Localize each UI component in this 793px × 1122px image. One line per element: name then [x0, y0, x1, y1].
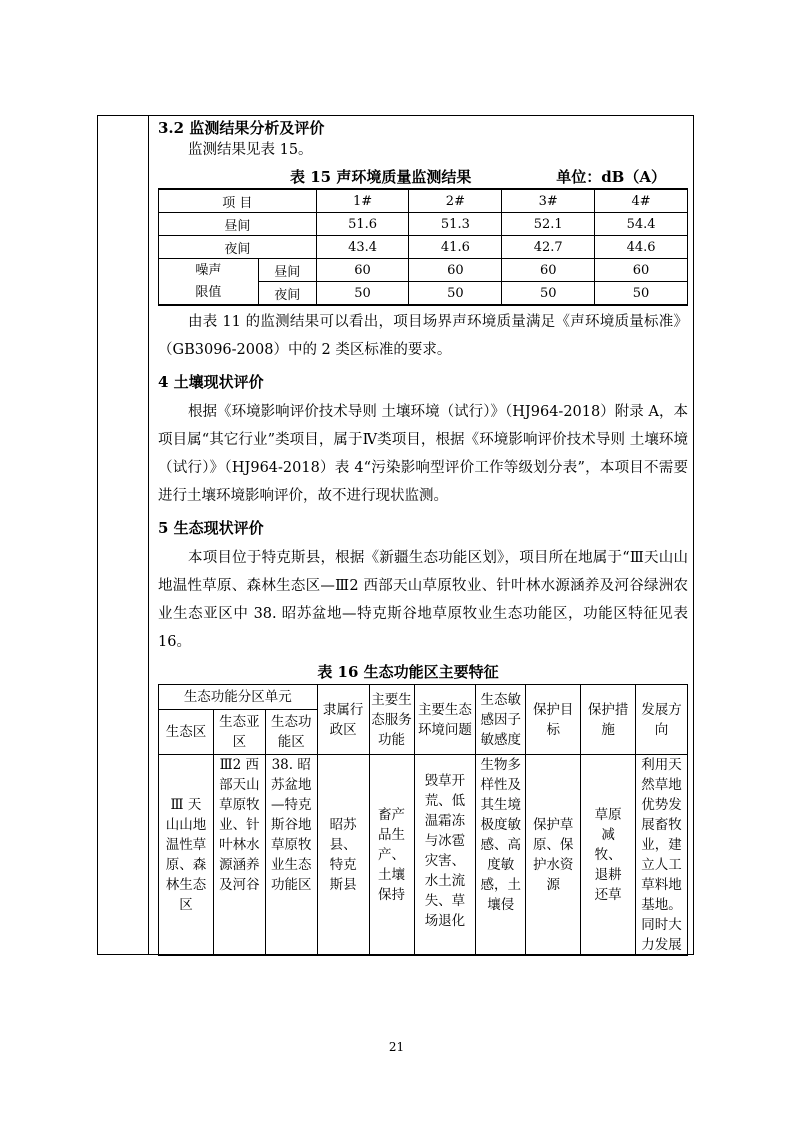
table-row [159, 755, 688, 956]
cell-admin: 昭苏县、特克斯县 [317, 755, 369, 956]
table-16 [158, 684, 688, 956]
limit-label-line-1: 噪声 [195, 262, 222, 278]
table-15-col-2: 2# [409, 189, 502, 213]
table-row [159, 213, 688, 236]
cell-direction: 利用天然草地优势发展畜牧业，建立人工草料地基地。同时大力发展 [636, 755, 688, 956]
table-cell: 50 [502, 282, 595, 306]
row-label: 夜间 [159, 236, 317, 259]
table-cell: 54.4 [595, 213, 688, 236]
section-4-heading: 4 土壤现状评价 [158, 373, 264, 391]
page-number: 21 [388, 1040, 405, 1054]
header-sensitive: 生态敏感因子敏感度 [476, 685, 526, 755]
cell-service: 畜产品生产、土壤保持 [369, 755, 414, 956]
table-row [159, 259, 688, 282]
result-paragraph: 由表 11 的监测结果可以看出，项目场界声环境质量满足《声环境质量标准》（GB3096-2008）中的 2 类区标准的要求。 [158, 314, 688, 358]
table-15-col-4: 4# [595, 189, 688, 213]
section-3-2-heading: 3.2 监测结果分析及评价 [158, 119, 325, 137]
table-15-unit: 单位：dB（A） [556, 168, 666, 186]
table-15-header-label: 项 目 [159, 189, 317, 213]
cell-target: 保护草原、保护水资源 [526, 755, 581, 956]
frame-divider [148, 116, 149, 954]
table-cell: 43.4 [316, 236, 409, 259]
group-header: 生态功能分区单元 [159, 685, 318, 710]
table-15-caption [158, 166, 688, 188]
table-15-header-row [159, 189, 688, 213]
row-label: 夜间 [258, 282, 316, 306]
header-measures: 保护措施 [581, 685, 636, 755]
header-problems: 主要生态环境问题 [414, 685, 476, 755]
section-5-body: 本项目位于特克斯县，根据《新疆生态功能区划》，项目所在地属于“Ⅲ天山山地温性草原、森林生态区—Ⅲ2 西部天山草原牧业、针叶林水源涵养及河谷绿洲农业生态亚区中 38. 昭苏盆地—特克斯谷地草原牧业生态功能区，功能区特征见表 16。 [158, 550, 688, 650]
table-cell: 41.6 [409, 236, 502, 259]
table-cell: 50 [316, 282, 409, 306]
row-label: 昼间 [159, 213, 317, 236]
table-15-col-3: 3# [502, 189, 595, 213]
table-cell: 50 [595, 282, 688, 306]
limit-label [159, 259, 259, 306]
table-cell: 60 [595, 259, 688, 282]
table-16-group-row [159, 685, 688, 710]
header-subzone: 生态亚区 [213, 710, 265, 755]
header-target: 保护目标 [526, 685, 581, 755]
cell-funczone: 38. 昭苏盆地—特克斯谷地草原牧业生态功能区 [265, 755, 317, 956]
section-5-heading: 5 生态现状评价 [158, 519, 264, 537]
table-cell: 60 [316, 259, 409, 282]
table-15 [158, 188, 688, 306]
header-service: 主要生态服务功能 [369, 685, 414, 755]
header-direction: 发展方向 [636, 685, 688, 755]
table-cell: 52.1 [502, 213, 595, 236]
table-row [159, 236, 688, 259]
table-cell: 42.7 [502, 236, 595, 259]
header-funczone: 生态功能区 [265, 710, 317, 755]
cell-zone: Ⅲ 天山山地温性草原、森林生态区 [159, 755, 214, 956]
table-15-col-1: 1# [316, 189, 409, 213]
content-area [158, 116, 688, 956]
header-zone: 生态区 [159, 710, 214, 755]
table-cell: 60 [502, 259, 595, 282]
header-admin: 隶属行政区 [317, 685, 369, 755]
section-4-body: 根据《环境影响评价技术导则 土壤环境（试行）》（HJ964-2018）附录 A，本项目属“其它行业”类项目，属于Ⅳ类项目，根据《环境影响评价技术导则 土壤环境（试行）》（HJ964-2018）表 4“污染影响型评价工作等级划分表”，本项目不需要进行土壤环境影响评价，故不进行现状监测。 [158, 404, 688, 504]
row-label: 昼间 [258, 259, 316, 282]
cell-sensitive: 生物多样性及其生境极度敏感、高度敏感，土壤侵 [476, 755, 526, 956]
table-cell: 44.6 [595, 236, 688, 259]
table-15-title: 表 15 声环境质量监测结果 [290, 168, 472, 186]
table-cell: 60 [409, 259, 502, 282]
cell-subzone: Ⅲ2 西部天山草原牧业、针叶林水源涵养及河谷 [213, 755, 265, 956]
cell-measures: 草原减牧、退耕还草 [581, 755, 636, 956]
table-cell: 50 [409, 282, 502, 306]
table-cell: 51.3 [409, 213, 502, 236]
cell-problems: 毁草开荒、低温霜冻与冰雹灾害、水土流失、草场退化 [414, 755, 476, 956]
section-3-2-intro: 监测结果见表 15。 [188, 142, 313, 158]
limit-label-line-2: 限值 [195, 284, 222, 300]
table-cell: 51.6 [316, 213, 409, 236]
table-16-title: 表 16 生态功能区主要特征 [317, 663, 499, 681]
